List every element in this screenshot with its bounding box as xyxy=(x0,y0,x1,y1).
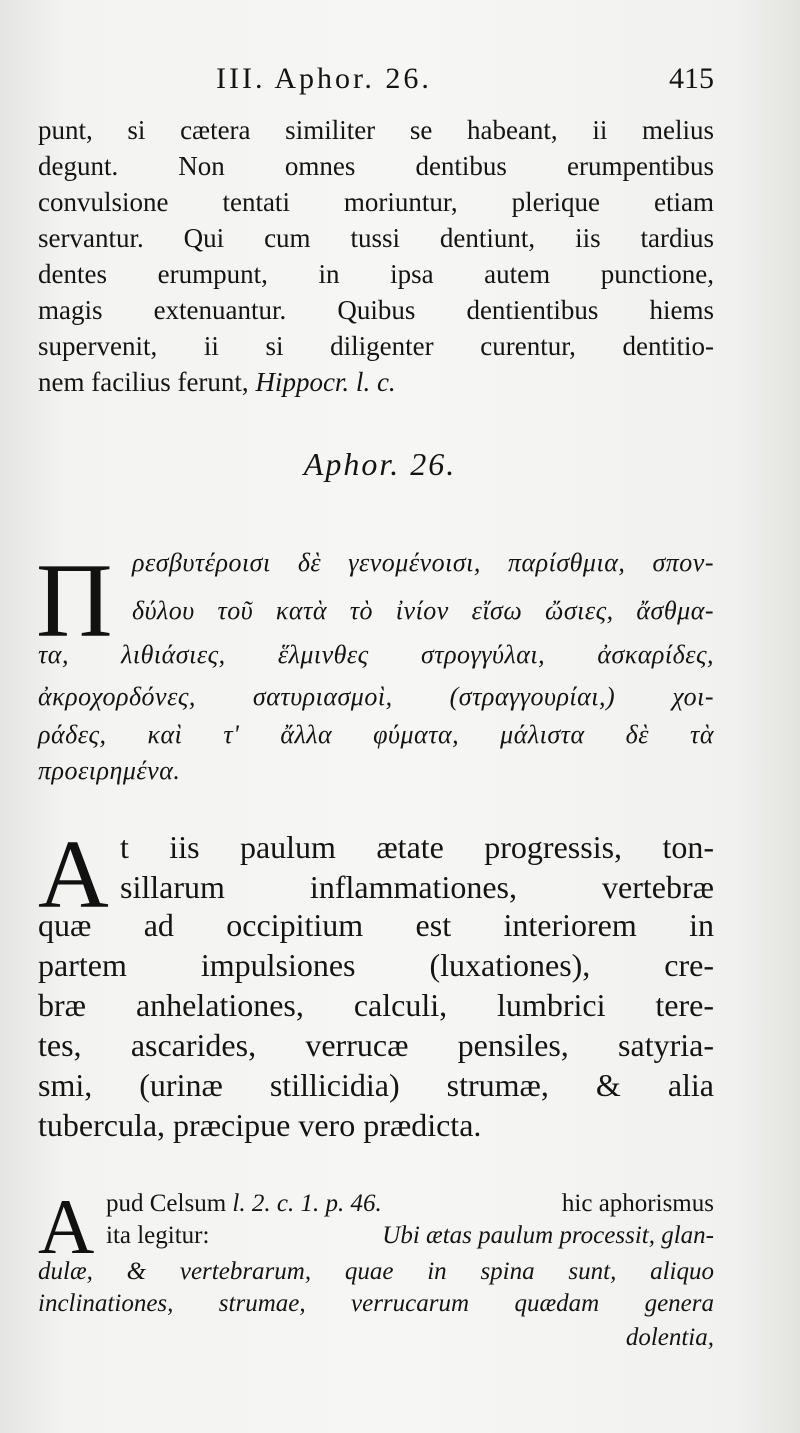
text-line: supervenit, ii si diligenter curentur, dentitio- xyxy=(38,331,714,361)
note-line xyxy=(106,1188,714,1219)
text-line: degunt. Non omnes dentibus erumpentibus xyxy=(38,151,714,181)
note-drop-cap: A xyxy=(38,1183,95,1270)
text-line: convulsione tentati moriuntur, plerique etiam xyxy=(38,187,714,217)
quoted-text: Ubi ætas paulum processit, glan- xyxy=(382,1222,714,1249)
greek-line: ράδες, καὶ τ' ἄλλα φύματα, μάλιστα δὲ τὰ xyxy=(38,720,714,749)
page-number: 415 xyxy=(669,62,714,95)
greek-line: ἀκροχορδόνες, σατυριασμοὶ, (στραγγουρίαι,) χοι- xyxy=(38,682,714,711)
text-line: servantur. Qui cum tussi dentiunt, iis tardius xyxy=(38,223,714,253)
translation-line: tubercula, præcipue vero prædicta. xyxy=(38,1107,482,1143)
translation-line: bræ anhelationes, calculi, lumbrici tere- xyxy=(38,987,714,1023)
note-line: dolentia, xyxy=(625,1324,714,1351)
greek-drop-cap: Π xyxy=(36,542,113,659)
greek-line: ρεσβυτέροισι δὲ γενομένοισι, παρίσθμια, σπον- xyxy=(132,548,714,577)
text-run: pud Celsum xyxy=(106,1190,233,1217)
citation-reference: l. 2. c. 1. p. 46. xyxy=(232,1190,382,1217)
text-run: hic aphorismus xyxy=(561,1190,714,1217)
latin-drop-cap: A xyxy=(38,821,109,929)
note-line xyxy=(106,1220,714,1251)
text-line: dentes erumpunt, in ipsa autem punctione, xyxy=(38,259,714,289)
text-run: ita legitur: xyxy=(106,1222,210,1249)
page-header xyxy=(38,62,714,102)
text-line: magis extenuantur. Quibus dentientibus hiems xyxy=(38,295,714,325)
note-line-text xyxy=(106,1188,382,1219)
translation-line: t iis paulum ætate progressis, ton- xyxy=(120,829,714,865)
citation-reference: Hippocr. l. c. xyxy=(255,367,396,397)
translation-line: sillarum inflammationes, vertebræ xyxy=(120,869,714,905)
text-line xyxy=(38,364,714,400)
greek-line: προειρημένα. xyxy=(38,756,181,785)
note-line: inclinationes, strumae, verrucarum quædam genera xyxy=(38,1290,714,1317)
section-heading: Aphor. 26. xyxy=(303,446,457,482)
greek-line: δύλου τοῦ κατὰ τὸ ἰνίον εἴσω ὤσιες, ἄσθμα- xyxy=(132,596,714,625)
translation-line: tes, ascarides, verrucæ pensiles, satyria- xyxy=(38,1027,714,1063)
note-line: dulæ, & vertebrarum, quae in spina sunt, aliquo xyxy=(38,1258,714,1285)
greek-line: τα, λιθιάσιες, ἕλμινθες στρογγύλαι, ἀσκαρίδες, xyxy=(38,640,714,669)
text-run: nem facilius ferunt, xyxy=(38,367,256,397)
translation-line: partem impulsiones (luxationes), cre- xyxy=(38,947,714,983)
translation-line: quæ ad occipitium est interiorem in xyxy=(38,907,714,943)
running-title: III. Aphor. 26. xyxy=(216,62,432,95)
text-line: punt, si cætera similiter se habeant, ii melius xyxy=(38,115,714,145)
translation-line: smi, (urinæ stillicidia) strumæ, & alia xyxy=(38,1067,714,1103)
